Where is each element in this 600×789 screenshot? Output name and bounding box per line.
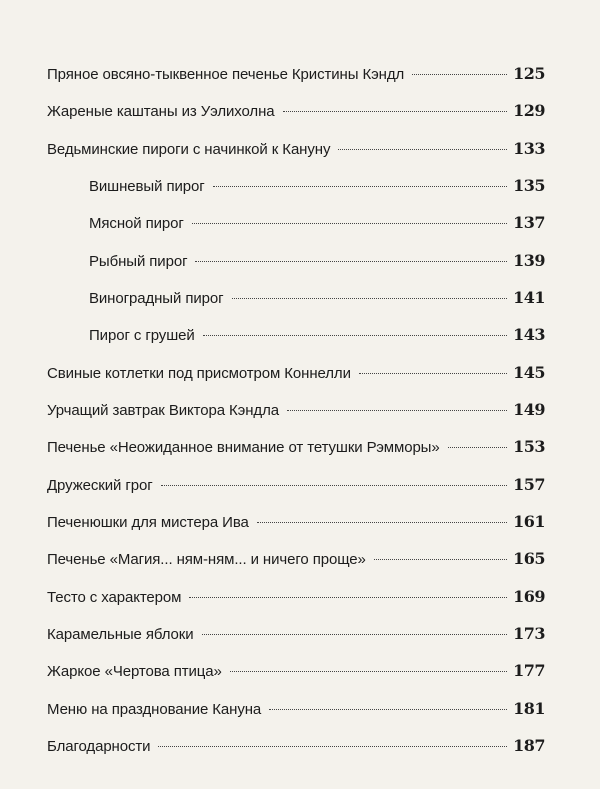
dot-leader [213,186,507,187]
dot-leader [359,373,507,374]
dot-leader [374,559,507,560]
toc-entry-title: Меню на празднование Кануна [47,701,262,718]
toc-entry-page: 141 [513,288,545,307]
dot-leader [189,597,507,598]
dot-leader [287,410,507,411]
toc-entry-title: Вишневый пирог [89,178,205,195]
toc-entry-page: 157 [513,475,545,494]
toc-entry-page: 173 [513,624,545,643]
toc-entry-page: 161 [513,512,545,531]
toc-subentry[interactable] [89,211,545,235]
dot-leader [338,149,507,150]
toc-entry-title: Пряное овсяно-тыквенное печенье Кристины Кэндл [47,66,405,83]
toc-entry-page: 129 [513,101,545,120]
dot-leader [448,447,507,448]
dot-leader [158,746,507,747]
toc-entry-page: 133 [513,139,545,158]
toc-entry-page: 143 [513,325,545,344]
toc-entry-title: Тесто с характером [47,589,182,606]
dot-leader [412,74,507,75]
toc-entry[interactable] [47,435,545,459]
toc-entry[interactable] [47,622,545,646]
toc-entry-title: Благодарности [47,738,151,755]
toc-entry[interactable] [47,361,545,385]
toc-entry-title: Дружеский грог [47,477,153,494]
dot-leader [202,634,508,635]
dot-leader [283,111,508,112]
toc-entry-page: 135 [513,176,545,195]
dot-leader [161,485,508,486]
toc-entry-title: Мясной пирог [89,215,184,232]
toc-subentry[interactable] [89,323,545,347]
toc-entry-title: Карамельные яблоки [47,626,194,643]
toc-entry-title: Печенюшки для мистера Ива [47,514,249,531]
toc-entry-page: 139 [513,251,545,270]
toc-entry-page: 169 [513,587,545,606]
toc-subentry[interactable] [89,249,545,273]
dot-leader [203,335,507,336]
toc-entry[interactable] [47,734,545,758]
toc-entry[interactable] [47,137,545,161]
toc-entry-page: 181 [513,699,545,718]
toc-entry[interactable] [47,62,545,86]
toc-entry[interactable] [47,659,545,683]
toc-entry-title: Печенье «Неожиданное внимание от тетушки Рэмморы» [47,439,440,456]
toc-entry-title: Виноградный пирог [89,290,224,307]
toc-entry-title: Ведьминские пироги с начинкой к Кануну [47,141,331,158]
toc-entry-title: Рыбный пирог [89,253,188,270]
toc-entry-title: Жареные каштаны из Уэлихолна [47,103,275,120]
toc-entry-page: 145 [513,363,545,382]
dot-leader [269,709,507,710]
dot-leader [192,223,507,224]
toc-entry[interactable] [47,547,545,571]
toc-entry-page: 125 [513,64,545,83]
toc-subentry[interactable] [89,174,545,198]
toc-entry-title: Урчащий завтрак Виктора Кэндла [47,402,279,419]
toc-entry-page: 149 [513,400,545,419]
toc-entry-page: 177 [513,661,545,680]
toc-entry-page: 165 [513,549,545,568]
toc-entry-page: 137 [513,213,545,232]
toc-entry[interactable] [47,99,545,123]
toc-subentry[interactable] [89,286,545,310]
dot-leader [195,261,507,262]
dot-leader [232,298,508,299]
toc-entry[interactable] [47,398,545,422]
toc-entry[interactable] [47,510,545,534]
toc-entry-title: Печенье «Магия... ням-ням... и ничего проще» [47,551,366,568]
toc-entry-page: 187 [513,736,545,755]
dot-leader [257,522,507,523]
toc-entry[interactable] [47,697,545,721]
dot-leader [230,671,507,672]
toc-entry[interactable] [47,473,545,497]
toc-entry-title: Свиные котлетки под присмотром Коннелли [47,365,351,382]
toc-entry-title: Пирог с грушей [89,327,195,344]
toc-entry-title: Жаркое «Чертова птица» [47,663,222,680]
toc-entry[interactable] [47,585,545,609]
toc-entry-page: 153 [513,437,545,456]
